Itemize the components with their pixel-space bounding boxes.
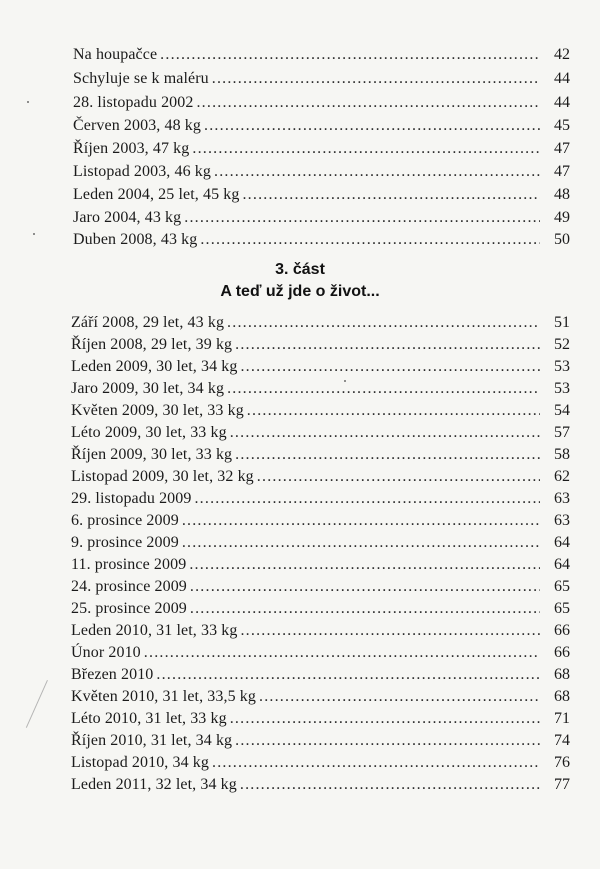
paper-scratch xyxy=(26,680,48,728)
toc-entry-page: 58 xyxy=(554,446,570,463)
toc-entry xyxy=(71,356,570,378)
toc-entry xyxy=(73,138,570,160)
dot-leader xyxy=(192,138,540,160)
dot-leader xyxy=(240,620,540,642)
dot-leader xyxy=(190,598,540,620)
dot-leader xyxy=(160,44,540,66)
toc-entry xyxy=(71,576,570,598)
dot-leader xyxy=(227,312,540,334)
dot-leader xyxy=(144,642,540,664)
toc-entry-title: 11. prosince 2009 xyxy=(71,556,187,573)
toc-entry-page: 48 xyxy=(554,186,570,203)
toc-entry-title: Leden 2011, 32 let, 34 kg xyxy=(71,776,237,793)
dot-leader xyxy=(227,378,540,400)
dot-leader xyxy=(240,774,540,796)
toc-entry-page: 74 xyxy=(554,732,570,749)
toc-entry-title: Leden 2004, 25 let, 45 kg xyxy=(73,186,240,203)
toc-entry-page: 68 xyxy=(554,666,570,683)
dot-leader xyxy=(230,422,540,444)
toc-entry-page: 68 xyxy=(554,688,570,705)
toc-entry-page: 44 xyxy=(554,94,570,111)
dot-leader xyxy=(200,229,540,251)
toc-entry-title: Listopad 2010, 34 kg xyxy=(71,754,209,771)
toc-entry-title: Říjen 2003, 47 kg xyxy=(73,140,190,157)
dot-leader xyxy=(259,686,540,708)
dot-leader xyxy=(240,356,540,378)
toc-entry xyxy=(71,664,570,686)
toc-entry xyxy=(73,68,570,90)
toc-entry xyxy=(71,378,570,400)
toc-entry-title: Červen 2003, 48 kg xyxy=(73,117,202,134)
toc-entry-title: Listopad 2009, 30 let, 32 kg xyxy=(71,468,254,485)
toc-entry xyxy=(73,92,570,114)
toc-entry-title: Říjen 2008, 29 let, 39 kg xyxy=(71,336,233,353)
toc-entry xyxy=(71,532,570,554)
toc-entry-page: 42 xyxy=(554,46,570,63)
toc-entry-title: 9. prosince 2009 xyxy=(71,534,179,551)
dot-leader xyxy=(212,68,540,90)
toc-entry-page: 71 xyxy=(554,710,570,727)
toc-entry-title: Listopad 2003, 46 kg xyxy=(73,163,211,180)
paper-speck xyxy=(27,101,29,103)
toc-entry-title: Únor 2010 xyxy=(71,644,141,661)
toc-entry-page: 51 xyxy=(554,314,570,331)
toc-entry-title: Jaro 2009, 30 let, 34 kg xyxy=(71,380,225,397)
toc-entry-page: 57 xyxy=(554,424,570,441)
toc-entry xyxy=(71,774,570,796)
toc-entry-page: 45 xyxy=(554,117,570,134)
dot-leader xyxy=(182,510,540,532)
toc-entry-page: 62 xyxy=(554,468,570,485)
toc-entry-title: Léto 2010, 31 let, 33 kg xyxy=(71,710,227,727)
toc-entry-page: 52 xyxy=(554,336,570,353)
toc-entry-page: 47 xyxy=(554,140,570,157)
toc-entry-title: Jaro 2004, 43 kg xyxy=(73,209,182,226)
dot-leader xyxy=(230,708,540,730)
toc-entry-title: 6. prosince 2009 xyxy=(71,512,179,529)
dot-leader xyxy=(204,115,540,137)
paper-speck xyxy=(344,380,346,382)
toc-entry-title: Říjen 2009, 30 let, 33 kg xyxy=(71,446,233,463)
toc-entry xyxy=(71,620,570,642)
dot-leader xyxy=(156,664,540,686)
toc-entry xyxy=(73,207,570,229)
dot-leader xyxy=(212,752,540,774)
toc-entry-title: 24. prosince 2009 xyxy=(71,578,187,595)
toc-entry-title: 25. prosince 2009 xyxy=(71,600,187,617)
toc-entry xyxy=(73,229,570,251)
toc-entry xyxy=(71,708,570,730)
toc-entry-title: Léto 2009, 30 let, 33 kg xyxy=(71,424,227,441)
toc-entry-page: 77 xyxy=(554,776,570,793)
paper-speck xyxy=(33,233,35,235)
toc-entry xyxy=(71,554,570,576)
toc-entry xyxy=(73,115,570,137)
toc-entry xyxy=(71,312,570,334)
toc-entry-page: 44 xyxy=(554,70,570,87)
dot-leader xyxy=(235,730,540,752)
toc-entry-page: 64 xyxy=(554,556,570,573)
dot-leader xyxy=(242,184,540,206)
toc-entry-title: 28. listopadu 2002 xyxy=(73,94,194,111)
toc-entry xyxy=(71,598,570,620)
toc-entry xyxy=(71,686,570,708)
toc-entry-page: 76 xyxy=(554,754,570,771)
toc-entry xyxy=(71,752,570,774)
section-title: A teď už jde o život... xyxy=(220,283,380,300)
toc-entry-title: Leden 2010, 31 let, 33 kg xyxy=(71,622,238,639)
toc-entry-page: 54 xyxy=(554,402,570,419)
toc-entry-page: 64 xyxy=(554,534,570,551)
dot-leader xyxy=(247,400,540,422)
toc-entry xyxy=(71,400,570,422)
toc-entry-page: 65 xyxy=(554,578,570,595)
toc-entry-page: 63 xyxy=(554,490,570,507)
toc-entry xyxy=(71,488,570,510)
dot-leader xyxy=(184,207,540,229)
toc-entry-page: 65 xyxy=(554,600,570,617)
toc-entry xyxy=(71,466,570,488)
toc-entry-title: 29. listopadu 2009 xyxy=(71,490,192,507)
section-number: 3. část xyxy=(275,261,325,278)
toc-entry-page: 53 xyxy=(554,358,570,375)
toc-entry-title: Březen 2010 xyxy=(71,666,154,683)
toc-entry xyxy=(71,510,570,532)
dot-leader xyxy=(189,554,540,576)
toc-entry-title: Leden 2009, 30 let, 34 kg xyxy=(71,358,238,375)
toc-entry-page: 49 xyxy=(554,209,570,226)
toc-entry xyxy=(71,730,570,752)
toc-entry-page: 50 xyxy=(554,231,570,248)
toc-entry-page: 63 xyxy=(554,512,570,529)
dot-leader xyxy=(196,92,540,114)
toc-entry xyxy=(71,642,570,664)
toc-entry-page: 53 xyxy=(554,380,570,397)
toc-entry-page: 66 xyxy=(554,622,570,639)
toc-entry-title: Říjen 2010, 31 let, 34 kg xyxy=(71,732,233,749)
toc-entry-title: Na houpačce xyxy=(73,46,158,63)
toc-entry xyxy=(71,444,570,466)
toc-entry-title: Květen 2010, 31 let, 33,5 kg xyxy=(71,688,256,705)
toc-entry-title: Duben 2008, 43 kg xyxy=(73,231,198,248)
dot-leader xyxy=(194,488,540,510)
toc-entry xyxy=(71,422,570,444)
toc-entry xyxy=(73,161,570,183)
toc-entry xyxy=(71,334,570,356)
toc-entry-title: Září 2008, 29 let, 43 kg xyxy=(71,314,225,331)
dot-leader xyxy=(235,334,540,356)
dot-leader xyxy=(214,161,540,183)
dot-leader xyxy=(235,444,540,466)
toc-entry xyxy=(73,44,570,66)
toc-entry xyxy=(73,184,570,206)
toc-entry-page: 47 xyxy=(554,163,570,180)
dot-leader xyxy=(257,466,540,488)
toc-entry-title: Květen 2009, 30 let, 33 kg xyxy=(71,402,244,419)
dot-leader xyxy=(182,532,540,554)
toc-entry-title: Schyluje se k maléru xyxy=(73,70,209,87)
toc-entry-page: 66 xyxy=(554,644,570,661)
dot-leader xyxy=(190,576,540,598)
